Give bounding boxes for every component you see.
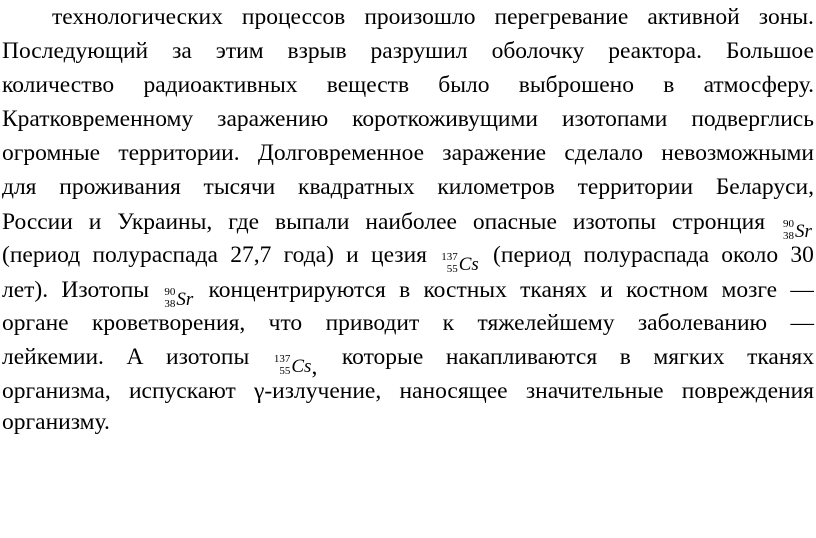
word: γ-излучение, [253, 378, 382, 404]
text-line [2, 34, 814, 68]
word: за [172, 38, 192, 64]
word: которые [341, 344, 424, 370]
word: 27,7 [230, 242, 272, 268]
word: костном [626, 277, 709, 303]
word: в [399, 277, 411, 303]
word: тканях [747, 344, 814, 370]
word: 30 [790, 242, 814, 268]
word: (период [2, 242, 81, 268]
word: радиоактивных [143, 72, 298, 98]
mass-number: 137 [273, 353, 291, 365]
word: цезия [371, 242, 427, 268]
element-symbol: Sr [794, 221, 812, 242]
word: сделало [564, 140, 644, 166]
word: Изотопы [61, 277, 150, 303]
word: количество [2, 72, 115, 98]
word: и [88, 209, 102, 235]
text-line [2, 238, 814, 275]
word: полураспада [92, 242, 218, 268]
text-line [2, 340, 814, 380]
word: Кратковременному [2, 106, 194, 132]
word: концентрируются [208, 277, 386, 303]
word: Беларуси, [715, 174, 814, 200]
word: Большое [725, 38, 814, 64]
word: подверглись [691, 106, 814, 132]
word: кроветворения, [91, 310, 246, 336]
word: перегревание [494, 4, 629, 30]
atomic-number: 55 [279, 365, 291, 377]
word: разрушил [370, 38, 468, 64]
word: и [600, 277, 613, 303]
text-line [2, 374, 814, 408]
word: испускают [128, 378, 236, 404]
word: лет). [2, 277, 49, 303]
word: оболочку [491, 38, 585, 64]
word: этим [215, 38, 264, 64]
word: заболеванию [637, 310, 768, 336]
word: стронция [672, 209, 766, 235]
word: и [346, 242, 359, 268]
word: к [442, 310, 455, 336]
word: взрыв [287, 38, 347, 64]
word: выброшено [518, 72, 634, 98]
text-line [52, 0, 814, 34]
word: А [126, 344, 144, 370]
word: квадратных [298, 174, 415, 200]
word: было [438, 72, 490, 98]
word: организма, [2, 378, 111, 404]
word: технологических [52, 4, 223, 30]
punctuation: , [311, 354, 318, 380]
word: около [721, 242, 779, 268]
word: лейкемии. [2, 344, 104, 370]
word: территории [577, 174, 694, 200]
word: реактора. [608, 38, 702, 64]
word: территории. [118, 140, 240, 166]
word: огромные [2, 140, 101, 166]
word: изотопы [166, 344, 250, 370]
mass-number: 90 [782, 218, 794, 230]
word: мозге [721, 277, 778, 303]
word: — [790, 277, 814, 303]
atomic-number: 55 [446, 263, 458, 275]
word: органе [2, 310, 69, 336]
word: где [228, 209, 260, 235]
word: в [619, 344, 631, 370]
word: Долговременное [257, 140, 425, 166]
word: накапливаются [445, 344, 598, 370]
mass-number: 137 [441, 251, 458, 263]
word: (период [493, 242, 572, 268]
word: проживания [59, 174, 181, 200]
word: опасные [472, 209, 557, 235]
text-line [2, 405, 814, 439]
word: заражение [442, 140, 547, 166]
atomic-number: 38 [782, 230, 794, 242]
text-line [2, 273, 814, 310]
word: полураспада [583, 242, 709, 268]
word: изотопы [572, 209, 657, 235]
word: повреждения [681, 378, 814, 404]
word: в [663, 72, 675, 98]
text-line [2, 136, 814, 170]
text-line [2, 205, 814, 242]
atomic-number: 38 [164, 298, 176, 310]
word: тяжелейшему [477, 310, 615, 336]
word: Последующий [2, 38, 149, 64]
element-symbol: Sr [176, 289, 194, 310]
word: приводит [325, 310, 420, 336]
text-line [2, 102, 814, 136]
mass-number: 90 [164, 286, 176, 298]
word: произошло [364, 4, 476, 30]
word: невозможными [661, 140, 814, 166]
word: процессов [241, 4, 346, 30]
text-line [2, 170, 814, 204]
word: Украины, [117, 209, 213, 235]
word: короткоживущими [352, 106, 538, 132]
word: выпали [275, 209, 350, 235]
word: России [2, 209, 73, 235]
word: — [790, 310, 814, 336]
word: наиболее [365, 209, 457, 235]
nuclide-indices [441, 251, 458, 275]
word: костных [423, 277, 507, 303]
word: атмосферу. [703, 72, 814, 98]
word: веществ [326, 72, 410, 98]
text-line [2, 306, 814, 340]
word: организму. [2, 409, 110, 435]
word: изотопами [561, 106, 668, 132]
word: значительные [525, 378, 664, 404]
word: зоны. [758, 4, 814, 30]
element-symbol: Cs [458, 254, 479, 275]
word: заражению [217, 106, 329, 132]
word: активной [647, 4, 740, 30]
element-symbol: Cs [291, 356, 312, 377]
word: что [268, 310, 303, 336]
text-line [2, 68, 814, 102]
word: для [2, 174, 37, 200]
word: мягких [653, 344, 725, 370]
word: километров [437, 174, 555, 200]
word: тысячи [203, 174, 276, 200]
word: наносящее [399, 378, 508, 404]
word: года) [283, 242, 334, 268]
word: тканях [520, 277, 588, 303]
